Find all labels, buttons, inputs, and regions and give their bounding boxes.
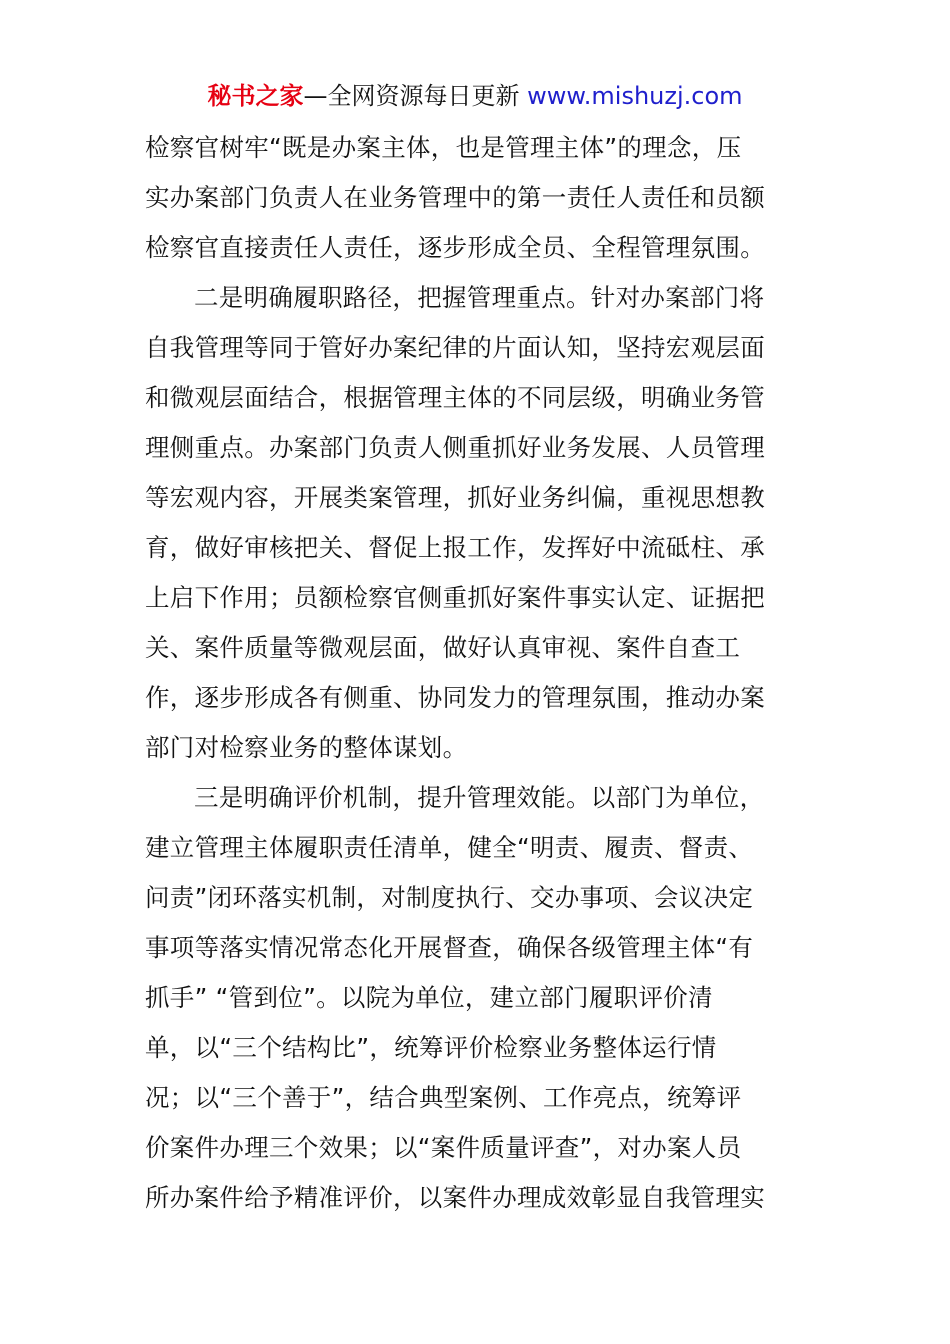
text-line: 部门对检察业务的整体谋划。 [145, 733, 468, 762]
header-url[interactable]: www.mishuzj.com [527, 82, 743, 110]
text-line: 育，做好审核把关、督促上报工作，发挥好中流砥柱、承 [145, 533, 765, 562]
paragraph-start-line: 三是明确评价机制，提升管理效能。以部门为单位， [194, 783, 765, 812]
text-line: 况；以“三个善于”，结合典型案例、工作亮点，统筹评 [145, 1083, 742, 1112]
text-line: 检察官树牢“既是办案主体，也是管理主体”的理念，压 [145, 133, 742, 162]
text-line: 抓手” “管到位”。以院为单位，建立部门履职评价清 [145, 983, 713, 1012]
text-line: 实办案部门负责人在业务管理中的第一责任人责任和员额 [145, 183, 765, 212]
brand-name: 秘书之家 [207, 82, 304, 110]
text-line: 事项等落实情况常态化开展督查，确保各级管理主体“有 [145, 933, 754, 962]
text-line: 上启下作用；员额检察官侧重抓好案件事实认定、证据把 [145, 583, 765, 612]
text-line: 单，以“三个结构比”，统筹评价检察业务整体运行情 [145, 1033, 717, 1062]
document-body [145, 123, 809, 1223]
text-line: 问责”闭环落实机制，对制度执行、交办事项、会议决定 [145, 883, 754, 912]
text-line: 自我管理等同于管好办案纪律的片面认知，坚持宏观层面 [145, 333, 765, 362]
text-line: 关、案件质量等微观层面，做好认真审视、案件自查工 [145, 633, 741, 662]
text-line: 建立管理主体履职责任清单，健全“明责、履责、督责、 [145, 833, 754, 862]
paragraph-start-line: 二是明确履职路径，把握管理重点。针对办案部门将 [194, 283, 765, 312]
page-header [0, 80, 950, 112]
header-tagline: —全网资源每日更新 [303, 82, 520, 110]
text-line: 价案件办理三个效果；以“案件质量评查”，对办案人员 [145, 1133, 742, 1162]
text-line: 检察官直接责任人责任，逐步形成全员、全程管理氛围。 [145, 233, 765, 262]
text-line: 和微观层面结合，根据管理主体的不同层级，明确业务管 [145, 383, 765, 412]
text-line: 理侧重点。办案部门负责人侧重抓好业务发展、人员管理 [145, 433, 765, 462]
text-line: 等宏观内容，开展类案管理，抓好业务纠偏，重视思想教 [145, 483, 765, 512]
text-line: 所办案件给予精准评价，以案件办理成效彰显自我管理实 [145, 1183, 765, 1212]
text-line: 作，逐步形成各有侧重、协同发力的管理氛围，推动办案 [145, 683, 765, 712]
